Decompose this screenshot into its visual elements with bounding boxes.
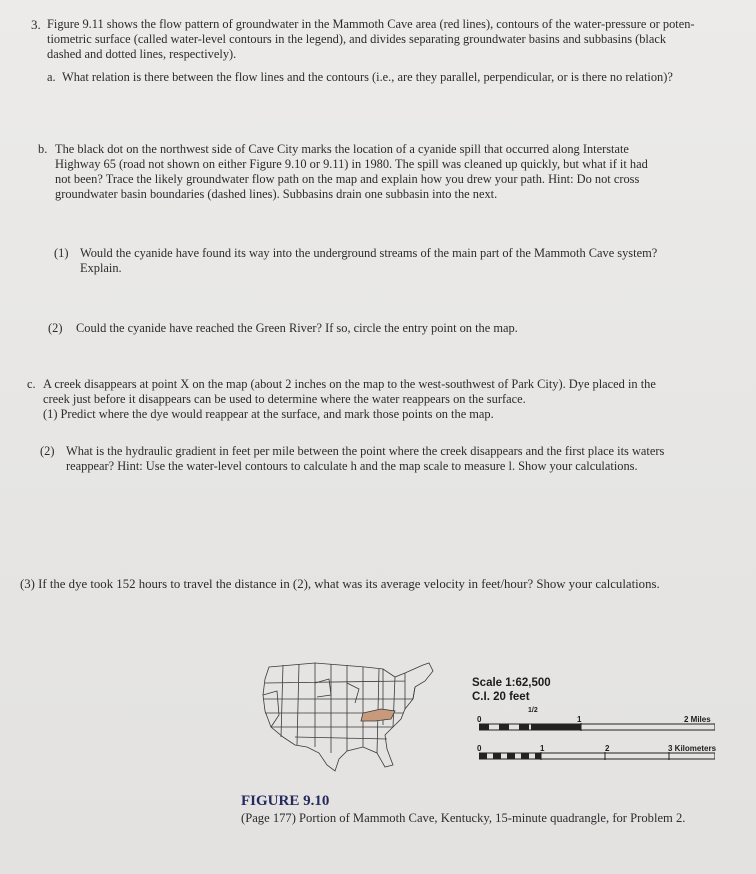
- km-tick-3: 3 Kilometers: [668, 744, 717, 753]
- kentucky-highlight: [361, 709, 395, 721]
- part-c1-line: (1) Predict where the dye would reappear at the surface, and mark those points on the map.: [43, 407, 494, 421]
- contour-interval-label: C.I. 20 feet: [472, 691, 530, 703]
- part-b1-line: Would the cyanide have found its way into the underground streams of the main part of the Mammoth Cave system?: [80, 246, 658, 260]
- part-b2-text: Could the cyanide have reached the Green River? If so, circle the entry point on the map.: [76, 321, 518, 335]
- question-intro: [47, 17, 747, 62]
- km-scale-bar: [479, 752, 715, 760]
- state-lines: [263, 663, 415, 753]
- intro-line: tiometric surface (called water-level contours in the legend), and divides separating groundwater basins and subbasins (black: [47, 32, 667, 46]
- km-tick-1: 1: [540, 744, 545, 753]
- part-b-line: The black dot on the northwest side of Cave City marks the location of a cyanide spill that occurred along Interstate: [55, 142, 629, 156]
- part-c3-text: (3) If the dye took 152 hours to travel the distance in (2), what was its average velocity in feet/hour? Show your calculations.: [20, 577, 660, 591]
- map-scale-label: Scale 1:62,500: [472, 677, 551, 689]
- part-b1-line: Explain.: [80, 261, 122, 275]
- part-c2-line: reappear? Hint: Use the water-level contours to calculate h and the map scale to measure l. Show your calculations.: [66, 459, 638, 473]
- miles-tick-2: 2 Miles: [684, 715, 711, 724]
- part-c-label: c.: [27, 377, 36, 391]
- part-c2-label: (2): [40, 444, 55, 458]
- part-b-line: Highway 65 (road not shown on either Figure 9.10 or 9.11) in 1980. The spill was cleaned up quickly, but what if it had: [55, 157, 648, 171]
- part-a-text: What relation is there between the flow lines and the contours (i.e., are they parallel, perpendicular, or is there no relation)?: [62, 70, 673, 84]
- part-c2-text: [66, 444, 751, 474]
- miles-tick-1: 1: [577, 715, 582, 724]
- us-outline: [263, 663, 433, 771]
- part-b-line: groundwater basin boundaries (dashed lines). Subbasins drain one subbasin into the next.: [55, 187, 498, 201]
- figure-caption: (Page 177) Portion of Mammoth Cave, Kentucky, 15-minute quadrangle, for Problem 2.: [241, 811, 686, 825]
- part-a-label: a.: [47, 70, 56, 84]
- intro-line: Figure 9.11 shows the flow pattern of groundwater in the Mammoth Cave area (red lines), contours of the water-pressure or poten-: [47, 17, 695, 31]
- miles-scale-bar: [479, 723, 715, 731]
- part-b-text: [55, 142, 750, 202]
- part-b1-label: (1): [54, 246, 69, 260]
- part-c-line: A creek disappears at point X on the map (about 2 inches on the map to the west-southwest of Park City). Dye placed in the: [43, 377, 656, 391]
- question-number: 3.: [31, 17, 41, 32]
- part-c2-line: What is the hydraulic gradient in feet per mile between the point where the creek disappears and the first place its waters: [66, 444, 665, 458]
- part-b2-label: (2): [48, 321, 63, 335]
- us-locator-map: [255, 655, 441, 779]
- figure-title: FIGURE 9.10: [241, 793, 330, 809]
- km-tick-0: 0: [477, 744, 482, 753]
- km-tick-2: 2: [605, 744, 610, 753]
- miles-tick-half: 1/2: [528, 707, 538, 714]
- part-b-label: b.: [38, 142, 48, 156]
- part-b-line: not been? Trace the likely groundwater flow path on the map and explain how you drew your path. Hint: Do not cross: [55, 172, 640, 186]
- part-b1-text: [80, 246, 750, 276]
- part-c-text: [43, 377, 748, 422]
- miles-tick-0: 0: [477, 715, 482, 724]
- intro-line: dashed and dotted lines, respectively).: [47, 47, 237, 61]
- part-c-line: creek just before it disappears can be used to determine where the water reappears on the surface.: [43, 392, 526, 406]
